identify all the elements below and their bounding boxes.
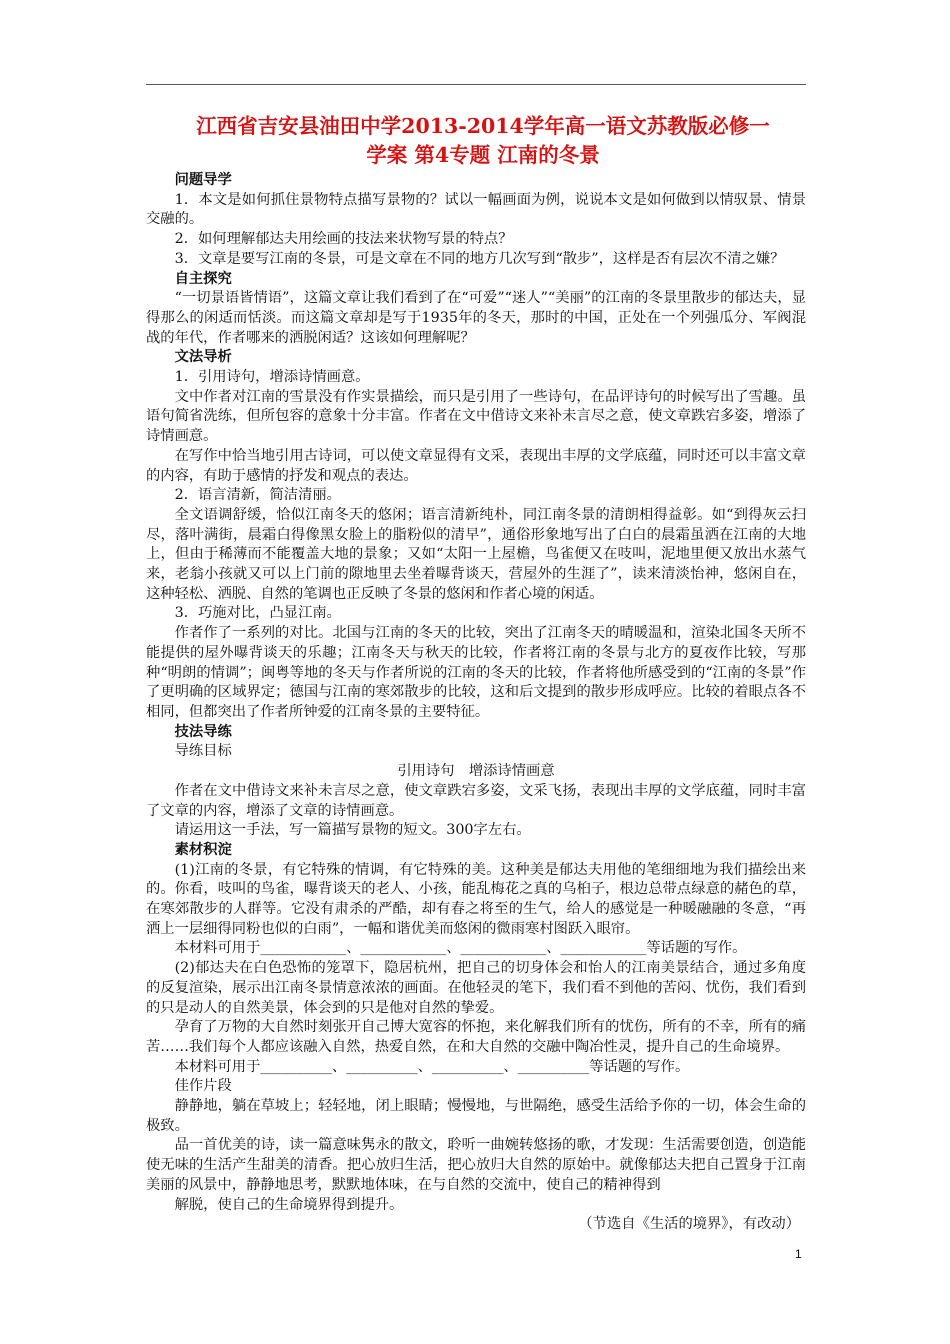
paragraph: 品一首优美的诗，读一篇意味隽永的散文，聆听一曲婉转悠扬的歌，才发现：生活需要创造，创造能使无味的生活产生甜美的清香。把心放归生活，把心放归大自然的原始中。就像郁达夫把自己置身于江南美丽的风景中，静静地思考，默默地体味，在与自然的交流中，使自己的精神得到 bbox=[146, 1137, 806, 1193]
paragraph: 3．巧施对比，凸显江南。 bbox=[174, 605, 341, 622]
paragraph: 解脱，使自己的生命境界得到提升。 bbox=[174, 1196, 404, 1213]
paragraph: 本材料可用于____________、____________、____________、____________等话题的写作。 bbox=[174, 940, 747, 957]
paragraph: 静静地，躺在草坡上；轻轻地，闭上眼睛；慢慢地，与世隔绝，感受生活给予你的一切，体会生命的极致。 bbox=[146, 1098, 806, 1134]
page-number: 1 bbox=[795, 1247, 802, 1261]
paragraph: 1．引用诗句，增添诗情画意。 bbox=[174, 369, 370, 386]
title-line-2: 学案 第4专题 江南的冬景 bbox=[366, 143, 600, 167]
paragraph: (1)江南的冬景，有它特殊的情调，有它特殊的美。这种美是郁达夫用他的笔细细地为我们描绘出来的。你看，吱叫的鸟雀，曝背谈天的老人、小孩，能乱梅花之真的乌桕子，根边总带点绿意的赭色的草，在寒郊散步的人群等。它没有肃杀的严酷，却有春之将至的生气，给人的感觉是一种暖融融的冬意，“再洒上一层细得同粉也似的白雨”，一幅和谐优美而悠闲的微雨寒村图跃入眼帘。 bbox=[146, 861, 806, 937]
title-line-1: 江西省吉安县油田中学2013-2014学年高一语文苏教版必修一 bbox=[196, 114, 770, 138]
section-heading: 素材积淀 bbox=[174, 841, 232, 858]
paragraph: (2)郁达夫在白色恐怖的笼罩下，隐居杭州，把自己的切身体会和怡人的江南美景结合，通过多角度的反复渲染，展示出江南冬景情意浓浓的画面。在他轻灵的笔下，我们看不到他的苦闷、忧伤，我们看到的只是动人的自然美景，体会到的只是他对自然的挚爱。 bbox=[146, 960, 806, 1016]
paragraph: 引用诗句 增添诗情画意 bbox=[397, 763, 555, 780]
section-heading: 问题导学 bbox=[174, 172, 232, 188]
paragraph: 作者在文中借诗文来补未言尽之意，使文章跌宕多姿，文采飞扬，表现出丰厚的文学底蕴，同时丰富了文章的内容，增添了文章的诗情画意。 bbox=[146, 782, 806, 819]
paragraph: 请运用这一手法，写一篇描写景物的短文。300字左右。 bbox=[174, 822, 531, 839]
paragraph: 2．如何理解郁达夫用绘画的技法来状物写景的特点？ bbox=[174, 231, 513, 248]
paragraph: 在写作中恰当地引用古诗词，可以使文章显得有文采，表现出丰厚的文学底蕴，同时还可以丰富文章的内容，有助于感情的抒发和观点的表达。 bbox=[146, 447, 806, 484]
document-title bbox=[146, 112, 806, 170]
paragraph: 作者作了一系列的对比。北国与江南的冬天的比较，突出了江南冬天的晴暖温和，渲染北国冬天所不能提供的屋外曝背谈天的乐趣；江南冬天与秋天的比较，作者将江南的冬景与北方的夏夜作比较，写那种“明朗的情调”；闽粤等地的冬天与作者所说的江南的冬天的比较，作者将他所感受到的“江南的冬景”作了更明确的区域界定；德国与江南的寒郊散步的比较，这和后文提到的散步形成呼应。比较的着眼点各不相同，但都突出了作者所钟爱的江南冬景的主要特征。 bbox=[146, 625, 806, 720]
section-heading: 文法导析 bbox=[174, 349, 232, 366]
header-rule bbox=[146, 84, 806, 85]
section-heading: 技法导练 bbox=[174, 723, 232, 740]
paragraph: 1．本文是如何抓住景物特点描写景物的？试以一幅画面为例，说说本文是如何做到以情驭景、情景交融的。 bbox=[146, 191, 806, 228]
paragraph: “一切景语皆情语”，这篇文章让我们看到了在“可爱”“迷人”“美丽”的江南的冬景里散步的郁达夫，显得那么的闲适而恬淡。而这篇文章却是写于1935年的冬天，那时的中国，正处在一个列强瓜分、军阀混战的年代，作者哪来的洒脱闲适？这该如何理解呢？ bbox=[146, 290, 806, 346]
paragraph: 3．文章是要写江南的冬景，可是文章在不同的地方几次写到“散步”，这样是否有层次不清之嫌？ bbox=[174, 250, 785, 267]
paragraph: 2．语言清新，简洁清丽。 bbox=[174, 487, 341, 504]
paragraph: 导练目标 bbox=[174, 743, 232, 760]
paragraph: 本材料可用于__________、__________、__________、__________等话题的写作。 bbox=[174, 1058, 690, 1075]
paragraph: 佳作片段 bbox=[174, 1078, 232, 1095]
paragraph: 全文语调舒缓，恰似江南冬天的悠闲；语言清新纯朴，同江南冬景的清朗相得益彰。如“到得灰云扫尽，落叶满街，晨霜白得像黑女脸上的脂粉似的清早”，通俗形象地写出了白白的晨霜虽洒在江南的大地上，但由于稀薄而不能覆盖大地的景象；又如“太阳一上屋檐，鸟雀便又在吱叫，泥地里便又放出水蒸气来，老翁小孩就又可以上门前的隙地里去坐着曝背谈天，营屋外的生涯了”，读来清淡怡神，悠闲自在，这种轻松、洒脱、自然的笔调也正反映了冬景的悠闲和作者心境的闲适。 bbox=[146, 506, 806, 602]
document-body bbox=[146, 112, 806, 1235]
paragraph: 文中作者对江南的雪景没有作实景描绘，而只是引用了一些诗句，在品评诗句的时候写出了雪趣。虽语句简省洗练，但所包容的意象十分丰富。作者在文中借诗文来补未言尽之意，使文章跌宕多姿，增添了诗情画意。 bbox=[146, 388, 806, 445]
paragraph-list bbox=[146, 171, 806, 1235]
paragraph: 孕育了万物的大自然时刻张开自己博大宽容的怀抱，来化解我们所有的忧伤，所有的不幸，所有的痛苦……我们每个人都应该融入自然，热爱自然，在和大自然的交融中陶冶性灵，提升自己的生命境界。 bbox=[146, 1019, 806, 1055]
paragraph: （节选自《生活的境界》，有改动） bbox=[578, 1216, 800, 1233]
section-heading: 自主探究 bbox=[174, 270, 232, 287]
